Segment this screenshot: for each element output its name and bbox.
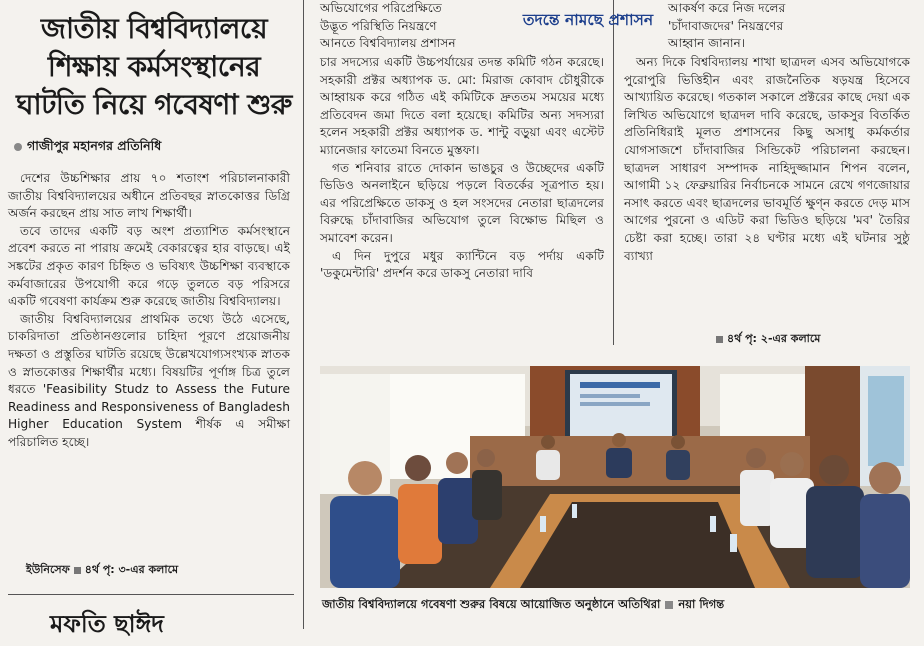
middle-body [320, 54, 604, 283]
right-body [624, 54, 910, 265]
left-headline [8, 10, 300, 124]
meeting-photo-illustration [320, 366, 910, 588]
bullet-icon [14, 143, 22, 151]
paragraph: অন্য দিকে বিশ্ববিদ্যালয় শাখা ছাত্রদল এসব অভিযোগকে পুরোপুরি ভিত্তিহীন এবং রাজনৈতিক ষড়যন্ত্র হিসেবে আখ্যায়িত করেছে। গতকাল সকালে প্রক্টরের কাছে দেয়া এক লিখিত অভিযোগে ছাত্রদল দাবি করেছে, ডাকসুর বিতর্কিত প্রতিনিধিরাই মূলত প্রশাসনের কিছু অসাধু কর্মকর্তার যোগসাজশে চাঁদাবাজির সিন্ডিকেট পরিচালনা করছেন। ছাত্রদল সাধারণ সম্পাদক নাহিদুজ্জামান শিপন বলেন, আগামী ১২ ফেব্রুয়ারির নির্বাচনকে সামনে রেখে গণজোয়ার নসাৎ করতে এবং ছাত্রদলের ভাবমূর্তি ক্ষুণ্ন করতে দেড় মাস আগের পুরনো ও এডিট করা ভিডিও ছড়িয়ে 'মব' তৈরির চেষ্টা করা হচ্ছে। তারা ২৪ ঘণ্টার মধ্যে এই ঘটনার সুষ্ঠু ব্যাখ্যা [624, 55, 910, 263]
photo-caption [322, 596, 724, 615]
paragraph: দেশের উচ্চশিক্ষার প্রায় ৭০ শতাংশ পরিচালনাকারী জাতীয় বিশ্ববিদ্যালয়ের অধীনে প্রতিবছর স্নাতকোত্তর ডিগ্রি অর্জন করছেন প্রায় সাত লাখ শিক্ষার্থী। [8, 171, 290, 221]
headline-line: শিক্ষায় কর্মসংস্থানের [47, 50, 261, 83]
divider [8, 594, 294, 595]
photo-credit: নয়া দিগন্ত [678, 597, 725, 611]
column-divider [613, 0, 614, 345]
text-line: অভিযোগের পরিপ্রেক্ষিতে [320, 1, 442, 15]
headline-line: জাতীয় বিশ্ববিদ্যালয়ে [40, 12, 268, 45]
event-photo [320, 366, 910, 588]
left-continuation [26, 561, 178, 580]
column-divider [303, 0, 304, 629]
paragraph: এ দিন দুপুরে মধুর ক্যান্টিনে বড় পর্দায় একটি 'ডকুমেন্টারি' প্রদর্শন করে ডাকসু নেতারা দাবি [320, 248, 604, 281]
caption-text: জাতীয় বিশ্ববিদ্যালয়ে গবেষণা শুরুর বিষয়ে আয়োজিত অনুষ্ঠানে অতিথিরা [322, 597, 661, 611]
middle-subheadline: তদন্তে নামছে প্রশাসন [522, 11, 654, 29]
text-line: আনতে বিশ্ববিদ্যালয় প্রশাসন [320, 36, 456, 51]
paragraph: জাতীয় বিশ্ববিদ্যালয়ের প্রাথমিক তথ্যে উঠে এসেছে, চাকরিদাতা প্রতিষ্ঠানগুলোর চাহিদা পূরণে প্রয়োজনীয় দক্ষতা ও প্রস্তুতির ঘাটতি রয়েছে উল্লেখযোগ্যসংখ্যক স্নাতক ও স্নাতকোত্তর শিক্ষার্থীর মধ্যে। বিষয়টির পূর্ণাঙ্গ চিত্র তুলে ধরতে 'Feasibility Studz to Assess the Future Readiness and Responsiveness of Bangladesh Higher Education System শীর্ষক এ সমীক্ষা পরিচালিত হচ্ছে। [8, 311, 290, 449]
byline-text: গাজীপুর মহানগর প্রতিনিধি [27, 138, 162, 153]
square-icon [716, 336, 723, 343]
continued-text: ৪র্থ পৃ: ৩-এর কলামে [84, 563, 179, 576]
bottom-headline: মফতি ছাঈদ [50, 610, 164, 638]
left-body [8, 170, 290, 452]
right-top-lines [668, 0, 828, 53]
middle-top-lines [320, 0, 510, 53]
right-continuation [712, 330, 820, 349]
byline [14, 138, 161, 158]
continued-text: ৪র্থ পৃ: ২-এর কলামে [727, 332, 821, 345]
square-icon [665, 601, 673, 609]
paragraph: তবে তাদের একটি বড় অংশ প্রত্যাশিত কর্মসংস্থানে প্রবেশ করতে না পারায় ক্রমেই বেকারত্বের হার বাড়ছে। এই সঙ্কটের প্রকৃত কারণ চিহ্নিত ও ভবিষ্যৎ উচ্চশিক্ষা ব্যবস্থাকে কর্মবাজারের উপযোগী করে গড়ে তুলতে বড় পরিসরে একটি গবেষণা কার্যক্রম শুরু করেছে জাতীয় বিশ্ববিদ্যালয়। [8, 223, 290, 309]
paragraph: চার সদস্যের একটি উচ্চপর্যায়ের তদন্ত কমিটি গঠন করেছে। সহকারী প্রক্টর অধ্যাপক ড. মো: মিরাজ কোবাদ চৌধুরীকে আহ্বায়ক করে গঠিত এই কমিটিকে দ্রুততম সময়ের মধ্যে প্রতিবেদন জমা দিতে বলা হয়েছে। কমিটির অন্য সদস্যরা হলেন সহকারী প্রক্টর অধ্যাপক ড. শান্টু বড়ুয়া এবং এস্টেট ম্যানেজার ফাতেমা বিনতে মুস্তফা। [320, 55, 604, 157]
text-line: উদ্ভূত পরিস্থিতি নিয়ন্ত্রণে [320, 18, 437, 33]
text-line: আকর্ষণ করে নিজ দলের [668, 1, 786, 15]
source-text: ইউনিসেফ [26, 563, 70, 576]
square-icon [74, 567, 81, 574]
headline-line: ঘাটতি নিয়ে গবেষণা শুরু [16, 88, 292, 121]
paragraph: গত শনিবার রাতে দোকান ভাঙচুর ও উচ্ছেদের একটি ভিডিও অনলাইনে ছড়িয়ে পড়লে বিতর্কের সূত্রপাত হয়। এর পরিপ্রেক্ষিতে ডাকসু ও হল সংসদের নেতারা ছাত্রদলের বিরুদ্ধে চাঁদাবাজির অভিযোগ তুলে বিক্ষোভ মিছিল ও সমাবেশ করেন। [320, 160, 604, 245]
text-line: 'চাঁদাবাজদের' নিয়ন্ত্রণের [668, 18, 784, 33]
text-line: আহ্বান জানান। [668, 36, 746, 51]
